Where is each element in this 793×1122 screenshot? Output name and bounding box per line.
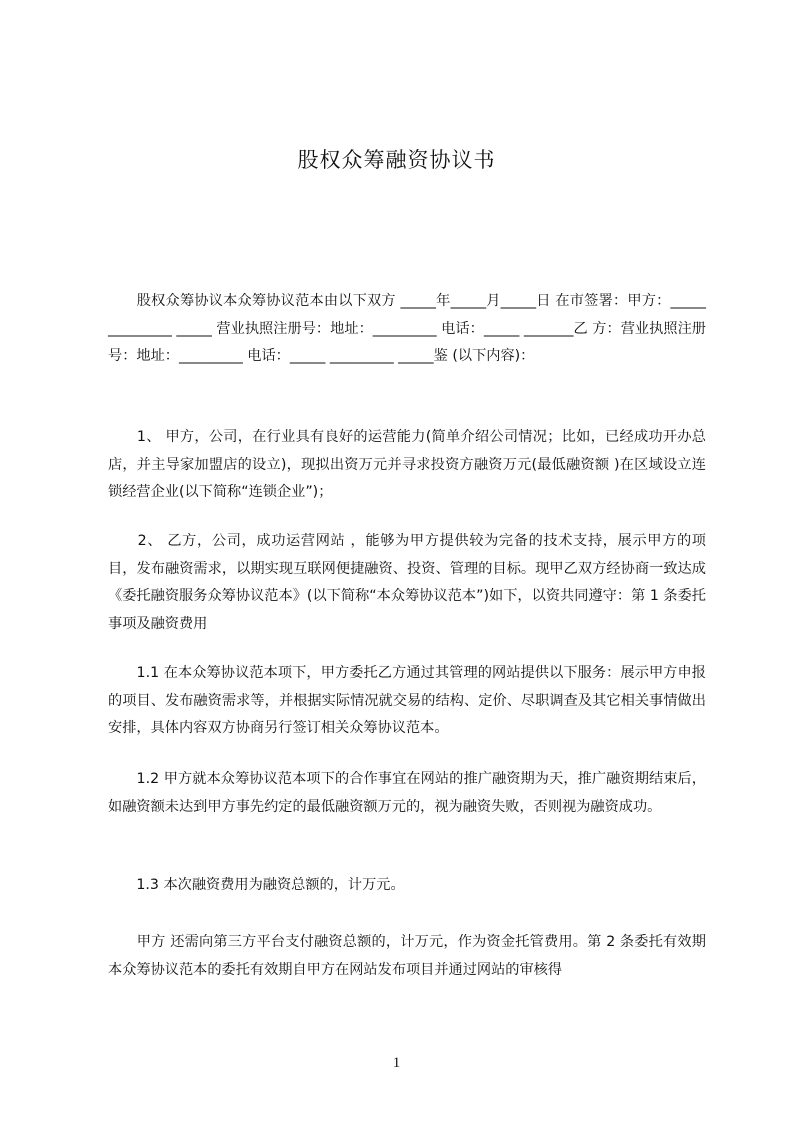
- paragraph-clause-1-1: 1.1 在本众筹协议范本项下，甲方委托乙方通过其管理的网站提供以下服务：展示甲方申报的项目、发布融资需求等，并根据实际情况就交易的结构、定价、尽职调查及其它相关事情做出安排，具体内容双方协商另行签订相关众筹协议范本。: [108, 665, 706, 736]
- paragraph-party-a: 1、 甲方，公司，在行业具有良好的运营能力(简单介绍公司情况；比如，已经成功开办总店，并主导家加盟店的设立)，现拟出资万元并寻求投资方融资万元(最低融资额 )在区域设立连锁经营企业(以下简称“连锁企业”)；: [108, 429, 706, 500]
- document-title: 股权众筹融资协议书: [297, 148, 496, 172]
- paragraph-clause-1-3: 1.3 本次融资费用为融资总额的，计万元。: [108, 877, 405, 893]
- paragraph-clause-1-2: 1.2 甲方就本众筹协议范本项下的合作事宜在网站的推广融资期为天，推广融资期结束后，如融资额未达到甲方事先约定的最低融资额万元的，视为融资失败，否则视为融资成功。: [108, 771, 706, 815]
- paragraph-custody-fee: 甲方 还需向第三方平台支付融资总额的，计万元，作为资金托管费用。第 2 条委托有效期本众筹协议范本的委托有效期自甲方在网站发布项目并通过网站的审核得: [108, 934, 706, 978]
- paragraph-intro: 股权众筹协议本众筹协议范本由以下双方 _____年_____月_____日 在市签署：甲方：_____ _________ _____ 营业执照注册号：地址：_________ 电话：_____ _______乙 方：营业执照注册号：地址：_________ 电话：_____ _________ _____鉴 (以下内容)：: [108, 293, 711, 364]
- paragraph-party-b: 2、 乙方，公司，成功运营网站 ，能够为甲方提供较为完备的技术支持，展示甲方的项目，发布融资需求，以期实现互联网便捷融资、投资、管理的目标。现甲乙双方经协商一致达成《委托融资服务众筹协议范本》(以下简称“本众筹协议范本”)如下，以资共同遵守：第 1 条委托事项及融资费用: [108, 533, 706, 632]
- page-number: 1: [392, 1055, 401, 1071]
